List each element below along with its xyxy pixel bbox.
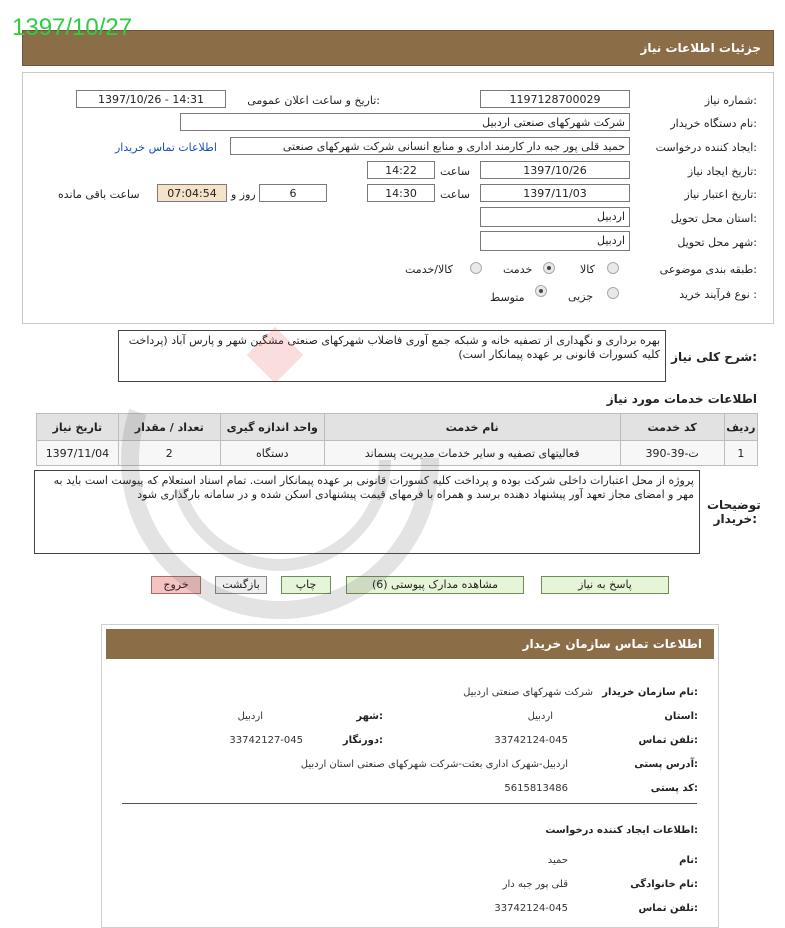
- process-option-medium: متوسط: [490, 291, 525, 304]
- cell-quantity: 2: [118, 441, 220, 466]
- buyer-label: نام دستگاه خریدار:: [670, 117, 757, 130]
- creator-section-title: اطلاعات ایجاد کننده درخواست:: [545, 825, 698, 836]
- creator-field: حمید قلی پور جبه دار کارمند اداری و منابع انسانی شرکت شهرکهای صنعتی: [230, 137, 630, 155]
- created-time-field: 14:22: [367, 161, 435, 179]
- buyer-notes-label: توضیحات خریدار:: [707, 498, 761, 526]
- contact-province-value: اردبیل: [527, 711, 553, 722]
- contact-province-label: استان:: [664, 711, 698, 722]
- contact-title: اطلاعات تماس سازمان خریدار: [522, 637, 702, 651]
- creator-phone-value: 33742124-045: [494, 903, 568, 914]
- category-option-service: خدمت: [503, 263, 533, 276]
- contact-city-label: شهر:: [356, 711, 383, 722]
- created-date-label: تاریخ ایجاد نیاز:: [687, 165, 757, 178]
- created-date-field: 1397/10/26: [480, 161, 630, 179]
- category-radio-goods[interactable]: [607, 262, 619, 274]
- summary-text: بهره برداری و نگهداری از تصفیه خانه و شبکه جمع آوری فاضلاب شهرکهای صنعتی مشگین شهر و پارس آباد (پرداخت کلیه کسورات قانونی بر عهده پیمانکار است): [118, 330, 666, 382]
- contact-fax-label: دورنگار:: [342, 735, 383, 746]
- creator-phone-label: تلفن تماس:: [638, 903, 698, 914]
- days-field: 6: [259, 184, 327, 202]
- process-option-minor: جزیی: [568, 290, 594, 303]
- remaining-time-field: 07:04:54: [157, 184, 227, 202]
- attachments-button[interactable]: مشاهده مدارک پیوستی (6): [346, 576, 524, 594]
- cell-service-name: فعالیتهای تصفیه و سایر خدمات مدیریت پسماند: [324, 441, 620, 466]
- contact-address-value: اردبیل-شهرک اداری بعثت-شرکت شهرکهای صنعتی استان اردبیل: [300, 759, 568, 770]
- announce-label: تاریخ و ساعت اعلان عمومی:: [247, 94, 380, 107]
- buyer-notes-text: پروژه از محل اعتبارات داخلی شرکت بوده و پرداخت کلیه کسورات قانونی بر عهده پیمانکار است. تمام اسناد استعلام که پیوست است باید به مهر و امضای مجاز تعهد آور پیشنهاد دهنده برسد و همراه با فرمهای قیمت پیشنهادی اسکن شده و در سامانه بارگذاری شود: [34, 470, 700, 554]
- category-label: طبقه بندی موضوعی:: [659, 263, 757, 276]
- col-row: ردیف: [724, 414, 757, 441]
- creator-name-label: نام:: [679, 855, 698, 866]
- contact-phone-label: تلفن تماس:: [638, 735, 698, 746]
- contact-city-value: اردبیل: [237, 711, 263, 722]
- buyer-contact-link[interactable]: اطلاعات تماس خریدار: [115, 141, 217, 154]
- overlay-date-stamp: 1397/10/27: [12, 14, 133, 41]
- contact-postal-value: 5615813486: [504, 783, 568, 794]
- process-radio-medium[interactable]: [535, 285, 547, 297]
- category-option-both: کالا/خدمت: [405, 263, 453, 276]
- print-button[interactable]: چاپ: [281, 576, 331, 594]
- contact-org-label: نام سازمان خریدار:: [602, 687, 698, 698]
- creator-name-value: حمید: [547, 855, 568, 866]
- creator-family-label: نام خانوادگی:: [630, 879, 698, 890]
- contact-fax-value: 33742127-045: [229, 735, 303, 746]
- city-label: شهر محل تحویل:: [677, 236, 757, 249]
- contact-phone-value: 33742124-045: [494, 735, 568, 746]
- back-button[interactable]: بازگشت: [215, 576, 267, 594]
- process-label: نوع فرآیند خرید :: [679, 288, 757, 301]
- contact-divider: [122, 803, 697, 804]
- creator-family-value: قلی پور جبه دار: [502, 879, 568, 890]
- valid-time-label: ساعت: [440, 188, 470, 201]
- buyer-contact-panel: [101, 624, 719, 928]
- created-time-label: ساعت: [440, 165, 470, 178]
- contact-org-value: شرکت شهرکهای صنعتی اردبیل: [463, 687, 593, 698]
- buyer-field: شرکت شهرکهای صنعتی اردبیل: [180, 113, 630, 131]
- category-radio-service[interactable]: [543, 262, 555, 274]
- page-header: [22, 30, 774, 66]
- need-number-field: 1197128700029: [480, 90, 630, 108]
- summary-label: شرح کلی نیاز:: [671, 350, 757, 364]
- cell-row: 1: [724, 441, 757, 466]
- province-field: اردبیل: [480, 207, 630, 227]
- days-label: روز و: [231, 188, 256, 201]
- valid-time-field: 14:30: [367, 184, 435, 202]
- category-radio-both[interactable]: [470, 262, 482, 274]
- need-number-label: شماره نیاز:: [704, 94, 757, 107]
- province-label: استان محل تحویل:: [670, 212, 757, 225]
- contact-header: [106, 629, 714, 659]
- creator-label: ایجاد کننده درخواست:: [655, 141, 757, 154]
- cell-need-date: 1397/11/04: [37, 441, 119, 466]
- valid-date-field: 1397/11/03: [480, 184, 630, 202]
- exit-button[interactable]: خروج: [151, 576, 201, 594]
- valid-date-label: تاریخ اعتبار نیاز:: [684, 188, 757, 201]
- col-unit: واحد اندازه گیری: [220, 414, 324, 441]
- services-title: اطلاعات خدمات مورد نیاز: [606, 392, 757, 406]
- table-row: [37, 441, 758, 466]
- col-need-date: تاریخ نیاز: [37, 414, 119, 441]
- col-service-code: کد خدمت: [620, 414, 724, 441]
- contact-address-label: آدرس پستی:: [634, 759, 698, 770]
- col-service-name: نام خدمت: [324, 414, 620, 441]
- page-title: جزئیات اطلاعات نیاز: [640, 41, 761, 55]
- col-quantity: تعداد / مقدار: [118, 414, 220, 441]
- reply-button[interactable]: پاسخ به نیاز: [541, 576, 669, 594]
- remaining-label: ساعت باقی مانده: [58, 188, 140, 201]
- city-field: اردبیل: [480, 231, 630, 251]
- services-table: [36, 413, 758, 466]
- contact-postal-label: کد پستی:: [650, 783, 698, 794]
- cell-unit: دستگاه: [220, 441, 324, 466]
- announce-field: 1397/10/26 - 14:31: [76, 90, 226, 108]
- services-header-row: [37, 414, 758, 441]
- cell-service-code: ت-39-390: [620, 441, 724, 466]
- process-radio-minor[interactable]: [607, 287, 619, 299]
- category-option-goods: کالا: [580, 263, 595, 276]
